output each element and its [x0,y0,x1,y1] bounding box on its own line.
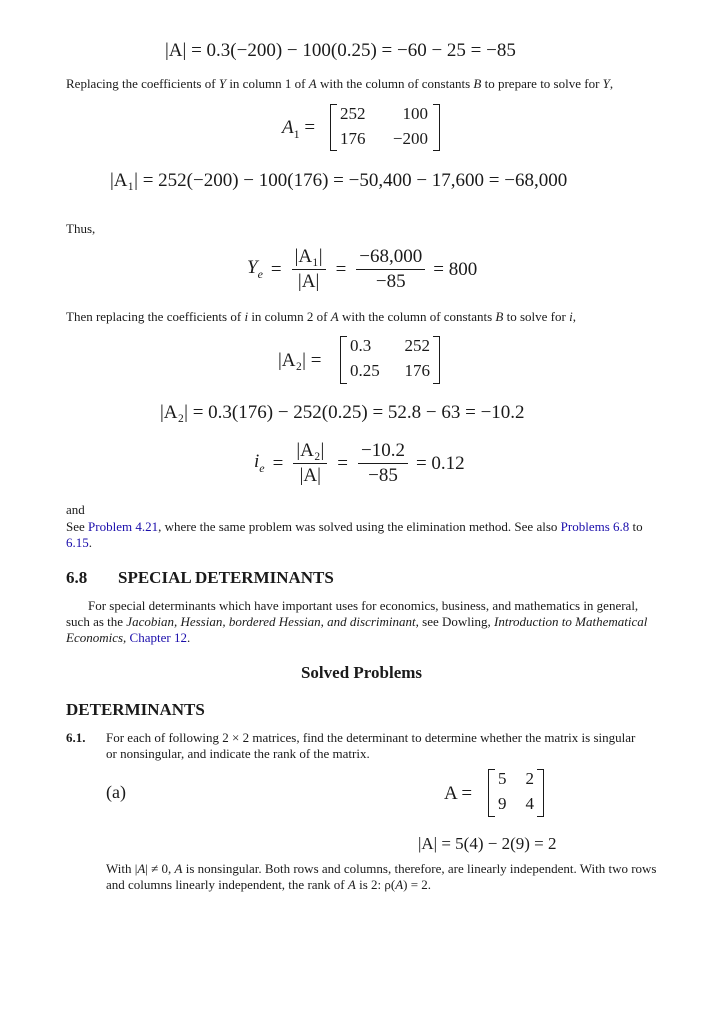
part-label-a: (a) [106,782,126,802]
matrix-cell: 100 [402,104,428,123]
left-bracket [488,769,495,817]
matrix-cell: 252 [404,336,430,355]
matrix-cell: 5 [498,769,507,788]
section-heading [66,568,334,588]
equals-sign: = [337,452,348,474]
matrix-A1-label: $A_1$ = [282,117,316,141]
paragraph-see-also: See Problem 4.21, where the same problem was solved using the elimination method. See also Problems 6.8 to 6.15. [66,519,643,550]
paragraph-special-determinants: For special determinants which have important uses for economics, business, and mathematics in general, such as the Jacobian, Hessian, bordered Hessian, and discriminant, see Dowling, Introduction to Mathematical Economics, Chapter 12. [66,598,648,645]
Ye-label: $Y_e$ [247,257,263,281]
left-bracket [330,104,337,151]
matrix-cell: 176 [404,361,430,380]
equation-det-A-example: |A| = 5(4) − 2(9) = 2 [418,834,557,853]
equation-ie [254,440,465,487]
matrix-A [488,769,544,817]
matrix-cell: 4 [525,794,534,813]
paragraph-thus: Thus, [66,221,96,236]
problem-statement: For each of following 2 × 2 matrices, find the determinant to determine whether the matrix is singular or nonsingular, and indicate the rank of the matrix. [106,730,636,761]
right-bracket [433,336,440,384]
fraction [292,246,326,293]
problem-number: 6.1. [66,730,86,745]
ie-label: $i_e$ [254,451,265,475]
numerator: |A₁| [292,246,326,270]
paragraph-replace-i: Then replacing the coefficients of i in column 2 of A with the column of constants B to solve for i, [66,309,576,324]
link-6-15[interactable]: 6.15 [66,535,89,550]
equation-Ye [247,246,477,293]
section-number: 6.8 [66,568,88,587]
equation-det-A: |A| = 0.3(−200) − 100(0.25) = −60 − 25 = −85 [165,40,516,61]
fraction [293,440,327,487]
section-title: SPECIAL DETERMINANTS [118,568,334,587]
matrix-cell: 2 [525,769,534,788]
numerator: −10.2 [358,440,408,464]
right-bracket [537,769,544,817]
equation-det-A1: |A₁| = 252(−200) − 100(176) = −50,400 − 17,600 = −68,000 [110,170,568,191]
matrix-cell: −200 [392,129,428,148]
equation-det-A2: |A₂| = 0.3(176) − 252(0.25) = 52.8 − 63 = −10.2 [160,402,525,423]
problem-conclusion: With |A| ≠ 0, A is nonsingular. Both rows and columns, therefore, are linearly independent. With two rows and columns linearly independent, the rank of A is 2: ρ(A) = 2. [106,861,657,892]
equals-sign: = [270,258,282,280]
denominator: |A| [297,271,320,292]
denominator: |A| [299,465,321,486]
link-chapter-12[interactable]: Chapter 12 [129,630,187,645]
fraction [358,440,408,487]
numerator: −68,000 [356,246,425,270]
left-bracket [340,336,347,384]
right-bracket [433,104,440,151]
matrix-A2 [340,336,440,384]
link-problem-4-21[interactable]: Problem 4.21 [88,519,159,534]
result: = 0.12 [415,452,465,474]
result: = 800 [433,258,478,280]
numerator: |A₂| [293,440,327,464]
paragraph-and: and [66,502,85,517]
denominator: −85 [368,465,398,486]
subsection-title: DETERMINANTS [66,700,205,719]
link-problems-6-8[interactable]: Problems 6.8 [560,519,630,534]
matrix-A1 [330,104,440,151]
matrix-cell: 9 [498,794,507,813]
paragraph-replace-Y: Replacing the coefficients of Y in column 1 of A with the column of constants B to prepare to solve for Y, [66,76,614,91]
equals-sign: = [272,452,284,474]
fraction [356,246,425,293]
denominator: −85 [375,271,406,292]
matrix-cell: 0.3 [350,336,372,355]
matrix-A2-label: |A₂| = [278,350,322,371]
matrix-cell: 0.25 [350,361,380,380]
equals-sign: = [335,258,347,280]
matrix-cell: 252 [340,104,366,123]
matrix-cell: 176 [340,129,366,148]
matrix-A-label: A = [444,783,473,804]
solved-problems-title: Solved Problems [300,663,423,682]
